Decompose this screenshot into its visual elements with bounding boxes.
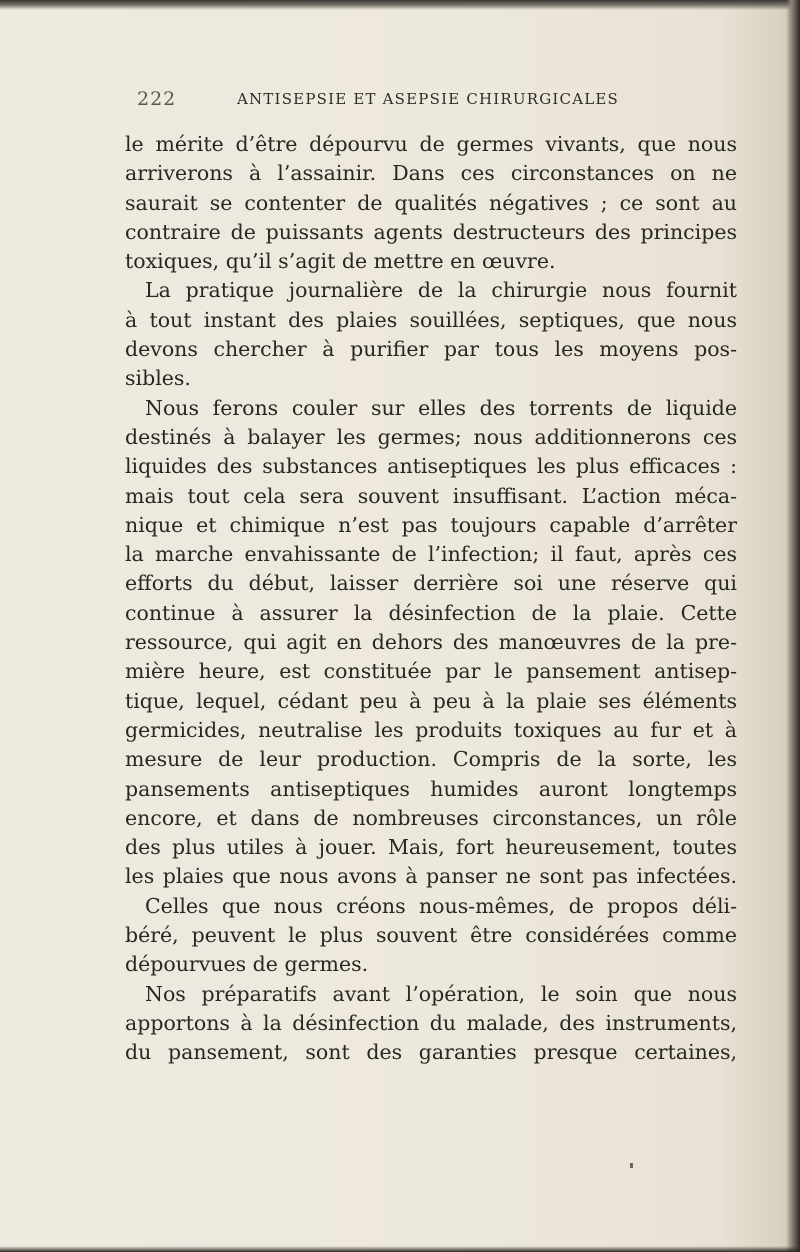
text-line: nique et chimique n’est pas toujours capable d’arrêter [125,512,737,537]
text-line: ressource, qui agit en dehors des manœuvres de la pre- [125,630,737,655]
page-header [137,88,777,110]
text-line: saurait se contenter de qualités négatives ; ce sont au [125,190,737,215]
body-text [125,130,737,1068]
text-line: Nous ferons couler sur elles des torrents de liquide [145,395,737,420]
text-line: germicides, neutralise les produits toxiques au fur et à [125,717,737,742]
text-line: encore, et dans de nombreuses circonstances, un rôle [125,805,737,830]
text-line: des plus utiles à jouer. Mais, fort heureusement, toutes [125,835,737,860]
text-line: mière heure, est constituée par le pansement antisep- [125,659,737,684]
page-bottom-shadow [0,1246,800,1252]
text-line: le mérite d’être dépourvu de germes vivants, que nous [125,132,737,156]
text-line: arriverons à l’assainir. Dans ces circonstances on ne [125,161,737,186]
ink-speck [630,1163,633,1168]
text-line: la marche envahissante de l’infection; il faut, après ces [125,542,737,567]
text-line: efforts du début, laisser derrière soi une réserve qui [125,571,737,596]
text-line: mais tout cela sera souvent insuffisant. L’action méca- [125,483,737,508]
text-line: à tout instant des plaies souillées, septiques, que nous [125,307,737,332]
text-line: continue à assurer la désinfection de la plaie. Cette [125,600,737,625]
page-top-shadow [0,0,800,10]
text-line: Nos préparatifs avant l’opération, le soin que nous [145,981,737,1006]
text-line: sibles. [125,366,191,391]
running-title: ANTISEPSIE ET ASEPSIE CHIRURGICALES [237,90,620,108]
text-line: toxiques, qu’il s’agit de mettre en œuvre. [125,249,556,274]
page-number: 222 [137,88,177,110]
text-line: devons chercher à purifier par tous les moyens pos- [125,337,737,362]
text-line: liquides des substances antiseptiques les plus efficaces : [125,454,737,479]
text-line: pansements antiseptiques humides auront longtemps [125,776,737,801]
text-line: tique, lequel, cédant peu à peu à la plaie ses éléments [125,688,737,713]
text-line: du pansement, sont des garanties presque certaines, [125,1040,737,1065]
text-line: les plaies que nous avons à panser ne sont pas infectées. [125,864,737,889]
text-line: La pratique journalière de la chirurgie nous fournit [145,278,737,303]
text-line: dépourvues de germes. [125,952,369,977]
text-line: béré, peuvent le plus souvent être considérées comme [125,923,737,948]
text-line: apportons à la désinfection du malade, des instruments, [125,1010,737,1035]
text-line: contraire de puissants agents destructeurs des principes [125,219,737,244]
text-line: Celles que nous créons nous-mêmes, de propos déli- [145,893,737,918]
text-line: mesure de leur production. Compris de la sorte, les [125,747,737,772]
page-binding-shadow [786,0,800,1252]
text-line: destinés à balayer les germes; nous additionnerons ces [125,424,737,449]
